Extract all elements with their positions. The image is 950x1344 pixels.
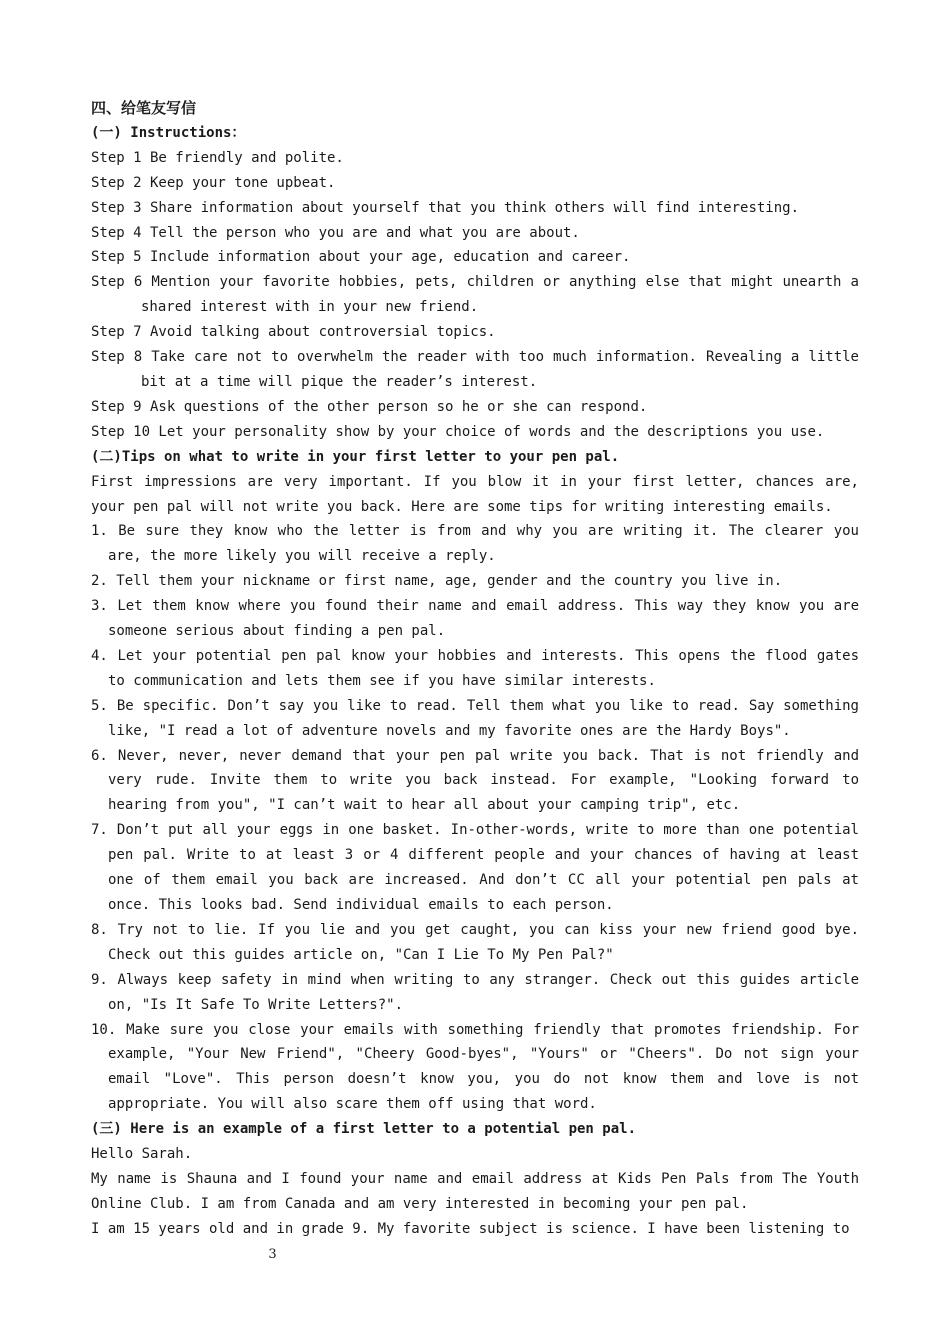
step-1: Step 1 Be friendly and polite. bbox=[91, 149, 344, 166]
letter-paragraph-2: I am 15 years old and in grade 9. My favorite subject is science. I have been listening to bbox=[91, 1220, 850, 1237]
step-4: Step 4 Tell the person who you are and what you are about. bbox=[91, 224, 580, 241]
step-2: Step 2 Keep your tone upbeat. bbox=[91, 174, 336, 191]
step-10: Step 10 Let your personality show by your choice of words and the descriptions you use. bbox=[91, 423, 825, 440]
letter-paragraph-1: My name is Shauna and I found your name and email address at Kids Pen Pals from The Youth Online Club. I am from Canada and am very interested in becoming your pen pal. bbox=[91, 1170, 859, 1212]
tip-2: 2. Tell them your nickname or first name, age, gender and the country you live in. bbox=[91, 573, 783, 590]
step-3: Step 3 Share information about yourself that you think others will find interesting. bbox=[91, 199, 800, 216]
tip-10: 10. Make sure you close your emails with something friendly that promotes friendship. For example, "Your New Friend", "Cheery Good-byes", "Yours" or "Cheers". Do not sign your email "Love". This person doesn’t know you, you do not know them and love is not appropriate. You will also scare them off using that word. bbox=[91, 1021, 859, 1113]
tip-6: 6. Never, never, never demand that your pen pal write you back. That is not friendly and very rude. Invite them to write you back instead. For example, "Looking forward to hearing from you", "I can’t wait to hear all about your camping trip", etc. bbox=[91, 747, 859, 814]
instructions-heading: (一) Instructions： bbox=[91, 124, 246, 141]
section-title: 四、给笔友写信 bbox=[91, 99, 197, 117]
tip-4: 4. Let your potential pen pal know your hobbies and interests. This opens the flood gates to communication and lets them see if you have similar interests. bbox=[91, 647, 859, 689]
tip-1: 1. Be sure they know who the letter is from and why you are writing it. The clearer you are, the more likely you will receive a reply. bbox=[91, 523, 859, 565]
step-9: Step 9 Ask questions of the other person so he or she can respond. bbox=[91, 398, 648, 415]
tips-heading: (二)Tips on what to write in your first letter to your pen pal. bbox=[91, 448, 620, 465]
document-page bbox=[91, 96, 859, 1242]
step-6: Step 6 Mention your favorite hobbies, pets, children or anything else that might unearth a shared interest with in your new friend. bbox=[91, 274, 859, 316]
tip-5: 5. Be specific. Don’t say you like to read. Tell them what you like to read. Say something like, "I read a lot of adventure novels and my favorite ones are the Hardy Boys". bbox=[91, 697, 859, 739]
tip-7: 7. Don’t put all your eggs in one basket. In-other-words, write to more than one potential pen pal. Write to at least 3 or 4 different people and your chances of having at least one of them email you back are increased. And don’t CC all your potential pen pals at once. This looks bad. Send individual emails to each person. bbox=[91, 822, 859, 913]
step-7: Step 7 Avoid talking about controversial topics. bbox=[91, 324, 496, 341]
tip-9: 9. Always keep safety in mind when writing to any stranger. Check out this guides article on, "Is It Safe To Write Letters?". bbox=[91, 971, 859, 1013]
example-heading: (三) Here is an example of a first letter to a potential pen pal. bbox=[91, 1121, 637, 1138]
letter-greeting: Hello Sarah. bbox=[91, 1146, 193, 1163]
step-8: Step 8 Take care not to overwhelm the reader with too much information. Revealing a little bit at a time will pique the reader’s interest. bbox=[91, 349, 859, 390]
tip-3: 3. Let them know where you found their name and email address. This way they know you are someone serious about finding a pen pal. bbox=[91, 598, 859, 640]
step-5: Step 5 Include information about your age, education and career. bbox=[91, 249, 631, 266]
page-number: 3 bbox=[268, 1247, 277, 1262]
tips-intro: First impressions are very important. If you blow it in your first letter, chances are, your pen pal will not write you back. Here are some tips for writing interesting emails. bbox=[91, 473, 859, 515]
tip-8: 8. Try not to lie. If you lie and you get caught, you can kiss your new friend good bye. Check out this guides article on, "Can I Lie To My Pen Pal?" bbox=[91, 921, 859, 963]
